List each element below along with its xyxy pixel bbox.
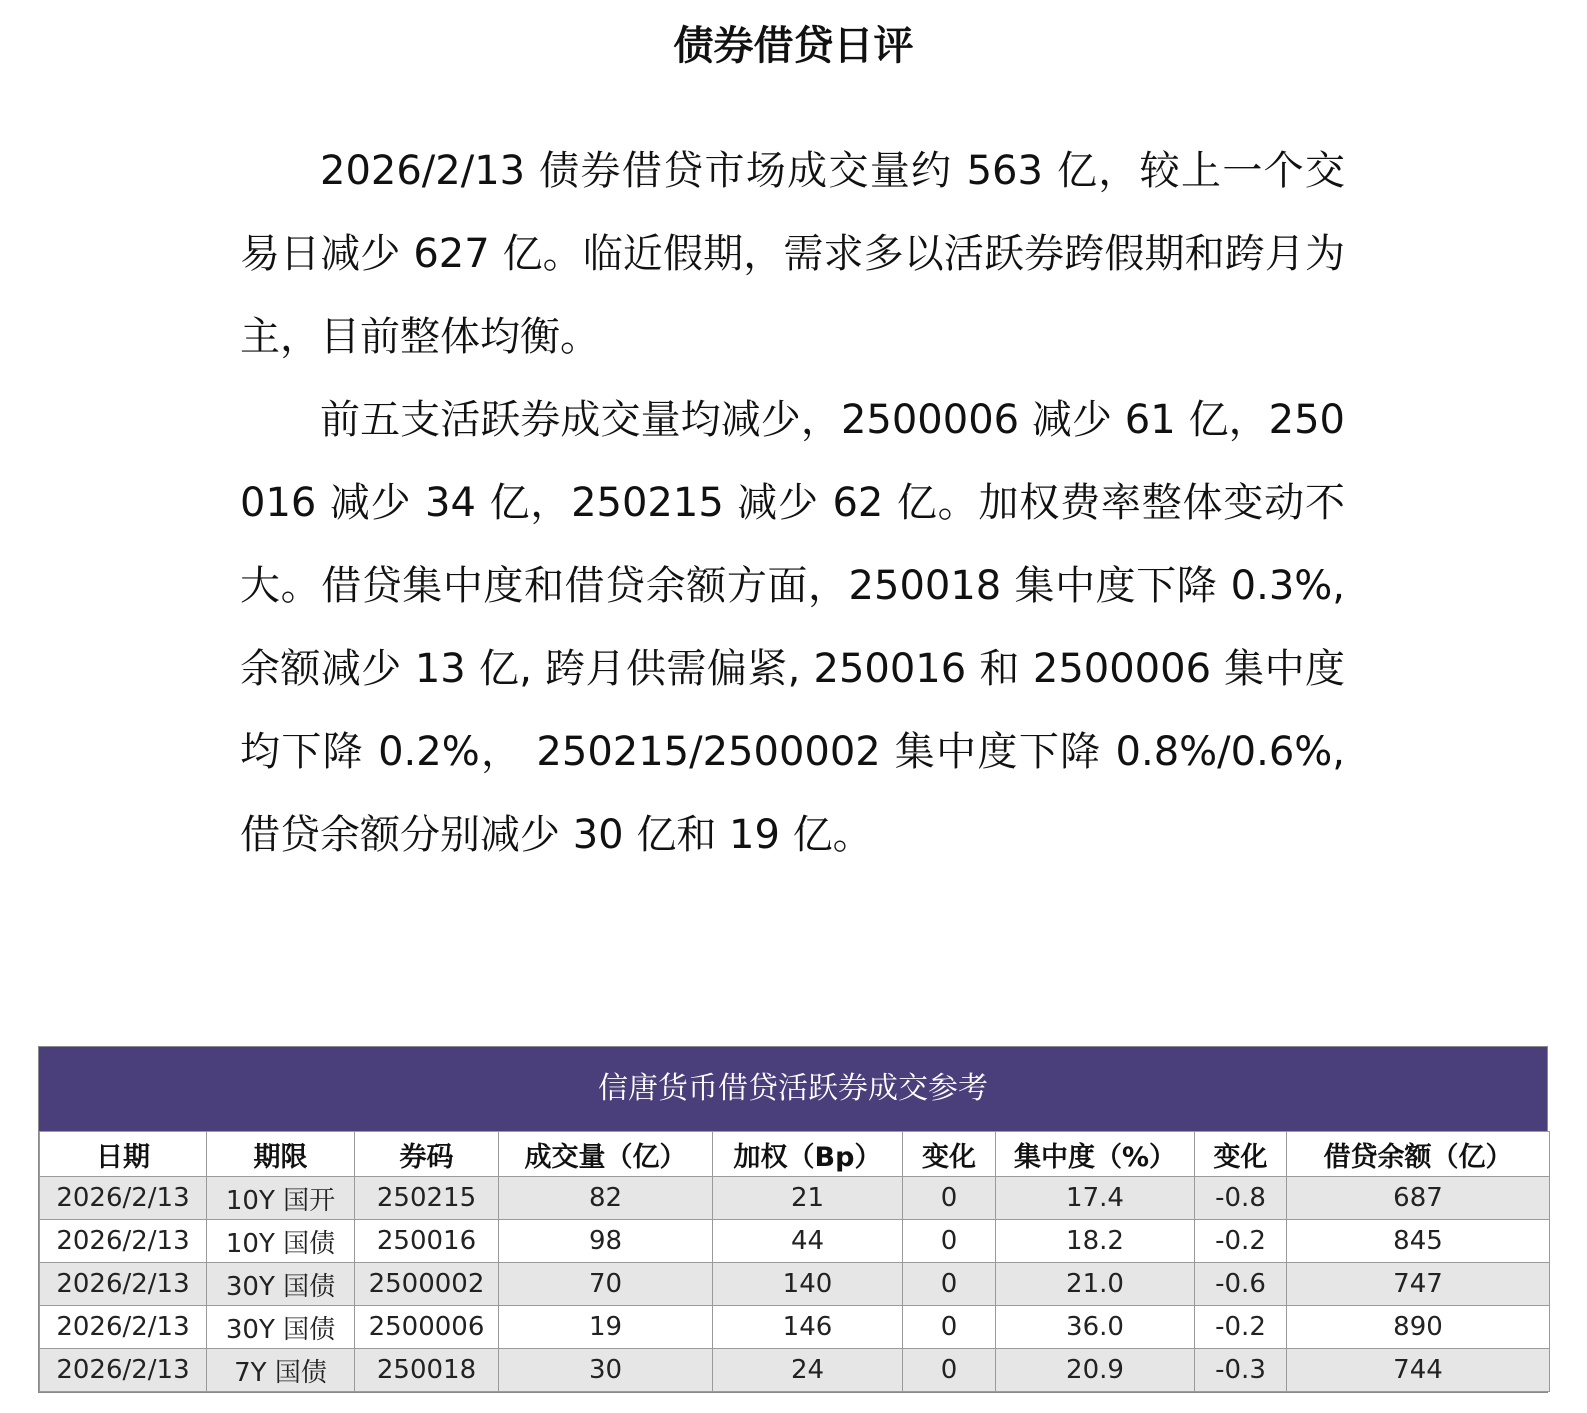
cell-weighted-rate: 140 bbox=[713, 1263, 903, 1306]
cell-tenor: 10Y 国开 bbox=[207, 1177, 355, 1220]
cell-date: 2026/2/13 bbox=[40, 1263, 207, 1306]
cell-concentration-change: -0.6 bbox=[1195, 1263, 1287, 1306]
cell-tenor: 30Y 国债 bbox=[207, 1306, 355, 1349]
cell-lending-balance: 687 bbox=[1287, 1177, 1550, 1220]
cell-rate-change: 0 bbox=[903, 1306, 996, 1349]
cell-lending-balance: 744 bbox=[1287, 1349, 1550, 1392]
cell-concentration: 21.0 bbox=[996, 1263, 1195, 1306]
cell-weighted-rate: 146 bbox=[713, 1306, 903, 1349]
cell-volume: 19 bbox=[499, 1306, 713, 1349]
column-header-volume: 成交量（亿） bbox=[499, 1132, 713, 1177]
cell-volume: 30 bbox=[499, 1349, 713, 1392]
column-header-rate-change: 变化 bbox=[903, 1132, 996, 1177]
cell-bond-code: 2500002 bbox=[355, 1263, 499, 1306]
table-row bbox=[40, 1349, 1550, 1392]
table-row bbox=[40, 1263, 1550, 1306]
page-title: 债券借贷日评 bbox=[673, 23, 914, 69]
table-row bbox=[40, 1220, 1550, 1263]
cell-concentration-change: -0.3 bbox=[1195, 1349, 1287, 1392]
cell-concentration-change: -0.2 bbox=[1195, 1220, 1287, 1263]
cell-concentration: 18.2 bbox=[996, 1220, 1195, 1263]
cell-concentration-change: -0.8 bbox=[1195, 1177, 1287, 1220]
cell-date: 2026/2/13 bbox=[40, 1306, 207, 1349]
table-title: 信唐货币借贷活跃券成交参考 bbox=[39, 1047, 1547, 1131]
cell-tenor: 7Y 国债 bbox=[207, 1349, 355, 1392]
column-header-lending-balance: 借贷余额（亿） bbox=[1287, 1132, 1550, 1177]
cell-rate-change: 0 bbox=[903, 1263, 996, 1306]
cell-concentration: 36.0 bbox=[996, 1306, 1195, 1349]
cell-bond-code: 250215 bbox=[355, 1177, 499, 1220]
column-header-concentration-change: 变化 bbox=[1195, 1132, 1287, 1177]
cell-volume: 70 bbox=[499, 1263, 713, 1306]
cell-volume: 98 bbox=[499, 1220, 713, 1263]
cell-date: 2026/2/13 bbox=[40, 1220, 207, 1263]
cell-tenor: 10Y 国债 bbox=[207, 1220, 355, 1263]
cell-weighted-rate: 21 bbox=[713, 1177, 903, 1220]
cell-volume: 82 bbox=[499, 1177, 713, 1220]
paragraph-1: 2026/2/13 债券借贷市场成交量约 563 亿，较上一个交易日减少 627 亿。临近假期，需求多以活跃券跨假期和跨月为主，目前整体均衡。 bbox=[240, 148, 1345, 360]
active-bonds-table-panel bbox=[38, 1046, 1548, 1393]
table-header-row bbox=[40, 1132, 1550, 1177]
column-header-date: 日期 bbox=[40, 1132, 207, 1177]
cell-weighted-rate: 44 bbox=[713, 1220, 903, 1263]
cell-rate-change: 0 bbox=[903, 1220, 996, 1263]
column-header-bond-code: 券码 bbox=[355, 1132, 499, 1177]
cell-date: 2026/2/13 bbox=[40, 1349, 207, 1392]
column-header-weighted-rate: 加权（Bp） bbox=[713, 1132, 903, 1177]
active-bonds-table bbox=[39, 1131, 1550, 1392]
cell-bond-code: 250018 bbox=[355, 1349, 499, 1392]
cell-concentration: 20.9 bbox=[996, 1349, 1195, 1392]
cell-rate-change: 0 bbox=[903, 1177, 996, 1220]
article-body bbox=[240, 130, 1345, 877]
cell-concentration-change: -0.2 bbox=[1195, 1306, 1287, 1349]
column-header-tenor: 期限 bbox=[207, 1132, 355, 1177]
cell-rate-change: 0 bbox=[903, 1349, 996, 1392]
cell-concentration: 17.4 bbox=[996, 1177, 1195, 1220]
cell-weighted-rate: 24 bbox=[713, 1349, 903, 1392]
cell-lending-balance: 890 bbox=[1287, 1306, 1550, 1349]
paragraph-2: 前五支活跃券成交量均减少，2500006 减少 61 亿，250016 减少 34 亿，250215 减少 62 亿。加权费率整体变动不大。借贷集中度和借贷余额方面，250018 集中度下降 0.3%, 余额减少 13 亿, 跨月供需偏紧, 250016 和 2500006 集中度均下降 0.2%， 250215/2500002 集中度下降 0.8%/0.6%,借贷余额分别减少 30 亿和 19 亿。 bbox=[240, 397, 1345, 858]
cell-lending-balance: 845 bbox=[1287, 1220, 1550, 1263]
column-header-concentration: 集中度（%） bbox=[996, 1132, 1195, 1177]
table-row bbox=[40, 1306, 1550, 1349]
cell-tenor: 30Y 国债 bbox=[207, 1263, 355, 1306]
table-row bbox=[40, 1177, 1550, 1220]
cell-date: 2026/2/13 bbox=[40, 1177, 207, 1220]
cell-lending-balance: 747 bbox=[1287, 1263, 1550, 1306]
cell-bond-code: 250016 bbox=[355, 1220, 499, 1263]
cell-bond-code: 2500006 bbox=[355, 1306, 499, 1349]
